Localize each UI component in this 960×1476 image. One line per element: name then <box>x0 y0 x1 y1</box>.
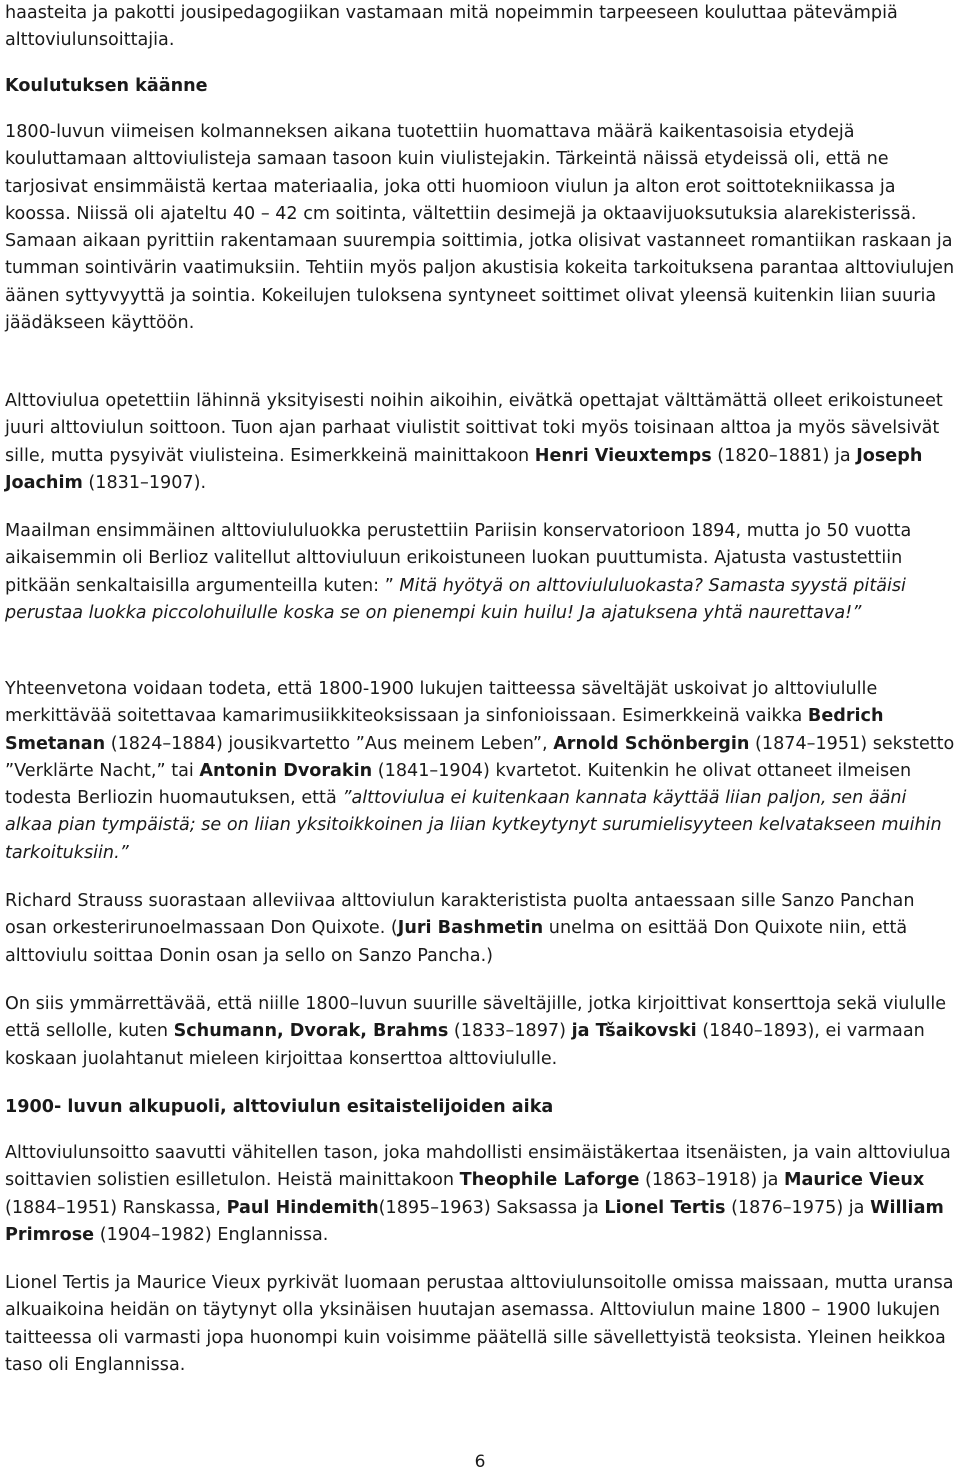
paragraph-intro-continuation <box>5 0 955 55</box>
text: (1833–1897) <box>448 1021 572 1042</box>
text: (1904–1982) Englannissa. <box>94 1224 329 1245</box>
text: (1884–1951) Ranskassa, <box>5 1197 227 1218</box>
text: 1800-luvun viimeisen kolmanneksen aikana tuotettiin huomattava määrä kaikentasoisia etydejä kouluttamaan alttoviulisteja samaan tasoon kuin viulistejakin. Tärkeintä näissä etydeissä oli, että ne tarjosivat ensimmäistä kertaa materiaalia, joka otti huomioon viulun ja alton erot soittotekniikassa ja koossa. Niissä oli ajateltu 40 – 42 cm soitinta, vältettiin desimejä ja oktaavijuoksutuksia alarekisterissä. Samaan aikaan pyrittiin rakentamaan suurempia soittimia, jotka olisivat vastanneet romantiikan raskaan ja tumman sointivärin vaatimuksiin. Tehtiin myös paljon akustisia kokeita tarkoituksena parantaa alttoviulujen äänen syttyvyyttä ja sointia. Kokeilujen tuloksena syntyneet soittimet olivat yleensä kuitenkin liian suuria jäädäkseen käyttöön. <box>5 122 955 334</box>
name-joseph-joachim: Joseph Joachim <box>5 445 923 493</box>
text: haasteita ja pakotti jousipedagogiikan vastamaan mitä nopeimmin tarpeeseen kouluttaa pätevämpiä alttoviulunsoittajia. <box>5 3 898 51</box>
paragraph-solistit <box>5 1140 955 1249</box>
paragraph-opetus <box>5 388 955 497</box>
quote-berlioz-alttoviulu: ”alttoviulua ei kuitenkaan kannata käyttää liian paljon, sen ääni alkaa pian tympäistä; se on liian yksitoikkoinen ja liian kytkeytynyt surumielisyyteen kelvatakseen muihin tarkoituksiin.” <box>5 788 942 863</box>
name-william-primrose: William Primrose <box>5 1197 944 1245</box>
text: (1863–1918) ja <box>639 1170 784 1191</box>
name-tsaikovski: ja Tšaikovski <box>571 1021 697 1042</box>
paragraph-etydit <box>5 119 955 337</box>
text: Yhteenvetona voidaan todeta, että 1800-1900 lukujen taitteessa säveltäjät uskoivat jo alttoviululle merkittävää soitettavaa kamarimusiikkiteoksissaan ja sinfonioissaan. Esimerkkeinä vaikka <box>5 679 878 727</box>
name-antonin-dvorak: Antonin Dvorakin <box>199 760 373 781</box>
text: (1831–1907). <box>82 472 207 493</box>
text: Alttoviulunsoitto saavutti vähitellen tason, joka mahdollisti ensimäistäkertaa itsenäisten, ja vain alttoviulua soittavien solistien esilletulon. Heistä mainittakoon <box>5 1143 951 1191</box>
name-theophile-laforge: Theophile Laforge <box>459 1170 640 1191</box>
text: (1874–1951) sekstetto ”Verklärte Nacht,” tai <box>5 733 955 781</box>
name-arnold-schonberg: Arnold Schönbergin <box>553 733 750 754</box>
text: (1876–1975) ja <box>725 1197 871 1218</box>
name-bedrich-smetana: Bedrich Smetanan <box>5 706 884 754</box>
text: Richard Strauss suorastaan alleviivaa alttoviulun karakteristista puolta antaessaan sille Sanzo Panchan osan orkesterirunoelmassaan Don Quixote. ( <box>5 891 915 939</box>
name-paul-hindemith: Paul Hindemith <box>226 1197 379 1218</box>
text: (1824–1884) jousikvartetto ”Aus meinem Leben”, <box>105 733 554 754</box>
text: (1841–1904) kvartetot. Kuitenkin he olivat ottaneet ilmeisen todesta Berliozin huomautuksen, että <box>5 760 912 809</box>
name-lionel-tertis: Lionel Tertis <box>604 1197 726 1218</box>
text: (1820–1881) ja <box>711 445 857 466</box>
paragraph-richard-strauss <box>5 888 955 970</box>
quote-berlioz: Mitä hyötyä on alttoviululuokasta? Samasta syystä pitäisi perustaa luokka piccolohuilulle koska se on pienempi kuin huilu! Ja ajatuksena yhtä naurettava!” <box>5 575 906 623</box>
text: unelma on esittää Don Quixote niin, että alttoviulu soittaa Donin osan ja sello on Sanzo Pancha.) <box>5 918 908 966</box>
text: On siis ymmärrettävää, että niille 1800–luvun suurille säveltäjille, jotka kirjoittivat konserttoja sekä viululle että sellolle, kuten <box>5 994 947 1042</box>
section-heading-koulutuksen-kaanne: Koulutuksen käänne <box>5 76 208 96</box>
paragraph-pariisin-konservatorio <box>5 518 955 627</box>
paragraph-yhteenveto <box>5 676 955 867</box>
name-maurice-vieux: Maurice Vieux <box>784 1170 925 1191</box>
paragraph-tertis-vieux <box>5 1270 955 1379</box>
text: Alttoviulua opetettiin lähinnä yksityisesti noihin aikoihin, eivätkä opettajat välttämättä olleet erikoistuneet juuri alttoviulun soittoon. Tuon ajan parhaat viulistit soittivat toki myös toisinaan alttoa ja myös sävelsivät sille, mutta pysyivät viulisteina. Esimerkkeinä mainittakoon <box>5 391 943 466</box>
text: Lionel Tertis ja Maurice Vieux pyrkivät luomaan perustaa alttoviulunsoitolle omissa maissaan, mutta uransa alkuaikoina heidän on täytynyt olla yksinäisen huutajan asemassa. Alttoviulun maine 1800 – 1900 lukujen taitteessa oli varmasti jopa huonompi kuin voisimme päätellä sille sävellettyistä teoksista. Yleinen heikkoa taso oli Englannissa. <box>5 1273 954 1375</box>
section-heading-1900-luku: 1900- luvun alkupuoli, alttoviulun esitaistelijoiden aika <box>5 1097 554 1117</box>
page-number: 6 <box>474 1452 486 1472</box>
name-juri-bashmet: Juri Bashmetin <box>397 918 544 939</box>
text: Maailman ensimmäinen alttoviululuokka perustettiin Pariisin konservatorioon 1894, mutta jo 50 vuotta aikaisemmin oli Berlioz valitellut alttoviuluun erikoistuneen luokan puuttumista. Ajatusta vastustettiin pitkään senkaltaisilla argumenteilla kuten: ” <box>5 521 912 596</box>
name-henri-vieuxtemps: Henri Vieuxtemps <box>534 445 712 466</box>
text: (1895–1963) Saksassa ja <box>378 1197 605 1218</box>
name-schumann-dvorak-brahms: Schumann, Dvorak, Brahms <box>173 1021 449 1042</box>
text: (1840–1893), ei varmaan koskaan juolahtanut mieleen kirjoittaa konserttoa alttoviululle. <box>5 1021 925 1069</box>
paragraph-konsertot <box>5 991 955 1073</box>
